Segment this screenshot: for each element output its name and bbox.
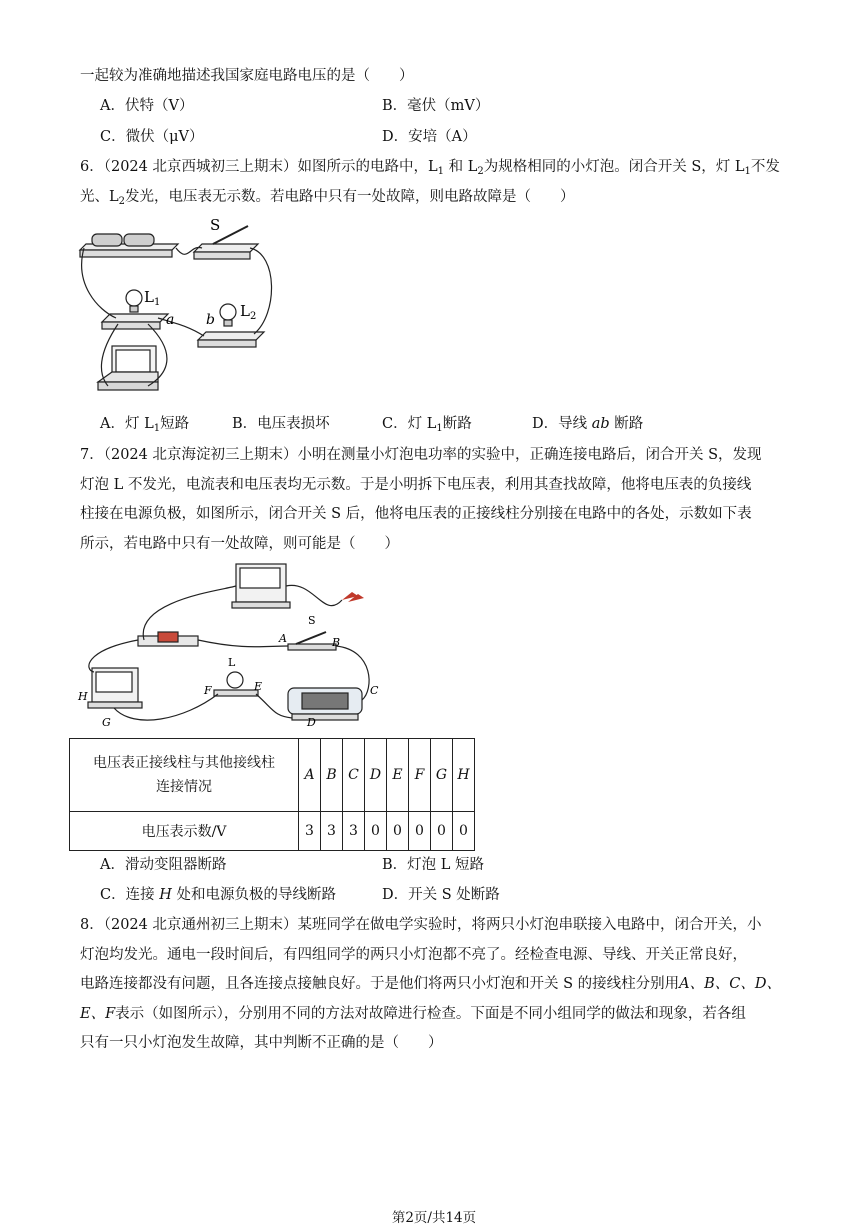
q7-option-a: A．滑动变阻器断路 [100, 857, 227, 873]
q6-label-S: S [210, 216, 221, 234]
q7-line4: 所示，若电路中只有一处故障，则可能是（ ） [80, 536, 399, 552]
q7-label-A: A [279, 632, 287, 645]
table-value: 3 [299, 812, 321, 851]
q7-label-S: S [308, 614, 316, 627]
table-row-header: 电压表示数/V [70, 812, 299, 851]
table-col-e: E [387, 739, 409, 812]
table-value: 0 [409, 812, 431, 851]
table-col-g: G [431, 739, 453, 812]
q7-circuit-figure [74, 560, 384, 736]
q7-line3: 柱接在电源负极，如图所示，闭合开关 S 后，他将电压表的正接线柱分别接在电路中的各处，示数如下表 [80, 506, 752, 522]
q6-option-b: B．电压表损坏 [232, 416, 330, 432]
q6-label-b: b [206, 312, 215, 328]
q8-line3: 电路连接都没有问题，且各连接点接触良好。于是他们将两只小灯泡和开关 S 的接线柱分别用A、B、C、D、 [80, 976, 782, 992]
q7-option-b: B．灯泡 L 短路 [382, 857, 485, 873]
table-col-h: H [453, 739, 475, 812]
q5-option-c: C．微伏（μV） [100, 129, 204, 145]
q7-label-B: B [332, 636, 341, 649]
q7-label-C: C [370, 684, 379, 697]
q8-line4: E、F表示（如图所示），分别用不同的方法对故障进行检查。下面是不同小组同学的做法和现象，若各组 [80, 1006, 746, 1022]
q7-option-c: C．连接 H 处和电源负极的导线断路 [100, 887, 336, 903]
table-value: 3 [343, 812, 365, 851]
q7-voltage-table [69, 738, 475, 851]
table-col-b: B [321, 739, 343, 812]
q8-line2: 灯泡均发光。通电一段时间后，有四组同学的两只小灯泡都不亮了。经检查电源、导线、开关正常良好， [80, 947, 747, 963]
q5-stem: 一起较为准确地描述我国家庭电路电压的是（ ） [80, 68, 414, 84]
table-value: 0 [431, 812, 453, 851]
q6-option-c: C．灯 $L_1$断路 [382, 416, 472, 434]
table-col-d: D [365, 739, 387, 812]
table-col-c: C [343, 739, 365, 812]
q8-line5: 只有一只小灯泡发生故障，其中判断不正确的是（ ） [80, 1035, 443, 1051]
q5-option-b: B．毫伏（mV） [382, 98, 490, 114]
q7-label-F: F [204, 684, 212, 697]
table-col-a: A [299, 739, 321, 812]
q7-label-H: H [78, 690, 88, 703]
q5-option-a: A．伏特（V） [100, 98, 194, 114]
q5-option-d: D．安培（A） [382, 129, 477, 145]
q6-circuit-figure [78, 214, 288, 404]
table-value: 0 [365, 812, 387, 851]
q6-label-L2: $L_2$ [240, 302, 257, 322]
q6-option-d: D．导线 ab 断路 [532, 416, 644, 432]
q6-line1: 6．（2024 北京西城初三上期末）如图所示的电路中，$L_1$ 和 $L_2$为规格相同的小灯泡。闭合开关 S，灯 $L_1$不发 [80, 159, 780, 177]
q6-label-L1: $L_1$ [144, 288, 161, 308]
page-footer: 第2页/共14页 [391, 1210, 477, 1226]
q7-label-G: G [102, 716, 111, 729]
q7-line2: 灯泡 L 不发光，电流表和电压表均无示数。于是小明拆下电压表，利用其查找故障，他将电压表的负接线 [80, 477, 752, 493]
q7-label-D: D [307, 716, 316, 729]
q6-label-a: a [166, 312, 175, 328]
q7-option-d: D．开关 S 处断路 [382, 887, 500, 903]
table-header-cell: 电压表正接线柱与其他接线柱 连接情况 [70, 739, 299, 812]
table-value: 3 [321, 812, 343, 851]
table-col-f: F [409, 739, 431, 812]
q7-label-E: E [254, 680, 263, 693]
q8-line1: 8．（2024 北京通州初三上期末）某班同学在做电学实验时，将两只小灯泡串联接入电路中，闭合开关，小 [80, 917, 762, 933]
q7-label-L: L [228, 656, 236, 669]
table-value: 0 [387, 812, 409, 851]
table-value: 0 [453, 812, 475, 851]
q7-line1: 7．（2024 北京海淀初三上期末）小明在测量小灯泡电功率的实验中，正确连接电路后，闭合开关 S，发现 [80, 447, 762, 463]
q6-option-a: A．灯 $L_1$短路 [100, 416, 190, 434]
q6-line2: 光、$L_2$发光，电压表无示数。若电路中只有一处故障，则电路故障是（ ） [80, 189, 575, 207]
